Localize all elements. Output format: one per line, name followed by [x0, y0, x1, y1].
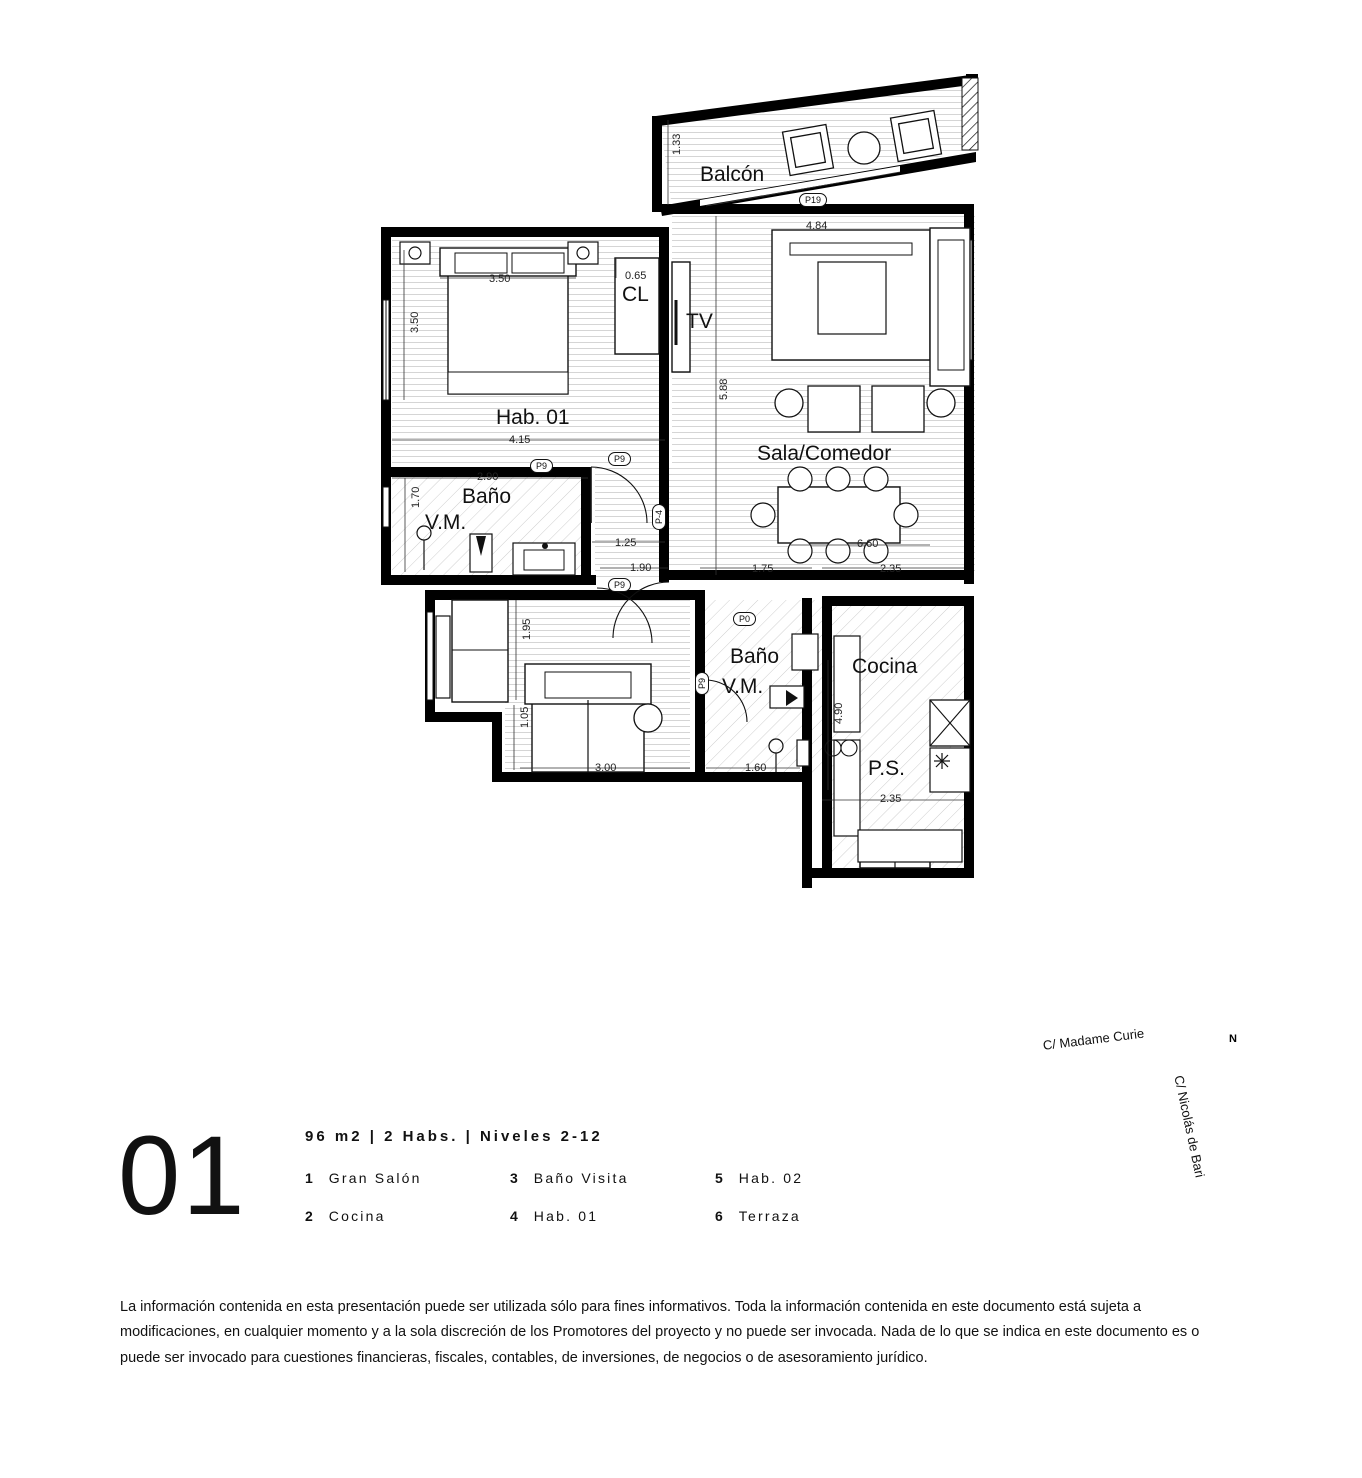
- dimension-label: 2.35: [880, 563, 902, 575]
- legend-item: [305, 1208, 422, 1224]
- dimension-label: 3.50: [409, 311, 421, 333]
- dimension-label: 1.33: [671, 133, 683, 155]
- room-label-cocina: Cocina: [852, 655, 918, 678]
- room-label-sala-comedor: Sala/Comedor: [757, 442, 892, 465]
- dimension-label: 3.00: [595, 762, 617, 774]
- door-tag: P9: [608, 578, 631, 592]
- dimension-label: 5.88: [718, 378, 730, 400]
- legend-item-label: Baño Visita: [533, 1170, 629, 1186]
- dimension-label: 4.90: [833, 702, 845, 724]
- door-tag: P0: [733, 612, 756, 626]
- dimension-label: 1.25: [615, 537, 637, 549]
- room-label-hab01: Hab. 01: [496, 406, 570, 429]
- legend-item-number: 6: [715, 1208, 723, 1224]
- legend-item-number: 2: [305, 1208, 313, 1224]
- legend-item: [715, 1208, 803, 1224]
- legend-item-label: Gran Salón: [328, 1170, 422, 1186]
- unit-summary: 96 m2 | 2 Habs. | Niveles 2-12: [305, 1128, 603, 1145]
- door-tag: P-4: [652, 504, 666, 530]
- room-label-bano-2: Baño: [730, 645, 780, 668]
- legend-item-number: 4: [510, 1208, 518, 1224]
- door-tag: P9: [695, 672, 709, 695]
- legend-item-number: 5: [715, 1170, 723, 1186]
- street-label-nicolas-de-bari: C/ Nicolás de Bari: [1171, 1074, 1208, 1179]
- room-label-tv: TV: [686, 310, 713, 333]
- unit-number: 01: [118, 1113, 247, 1238]
- door-tag: P9: [608, 452, 631, 466]
- room-label-closet: CL: [622, 283, 649, 306]
- room-label-patio-servicio: P.S.: [868, 757, 905, 780]
- north-arrow-label: N: [1229, 1033, 1237, 1045]
- legend-item-number: 3: [510, 1170, 518, 1186]
- room-label-bano-1: Baño: [462, 485, 512, 508]
- door-tag: P19: [799, 193, 827, 207]
- dimension-label: 1.90: [630, 562, 652, 574]
- dimension-label: 1.95: [521, 618, 533, 640]
- legend-item-label: Cocina: [328, 1208, 386, 1224]
- dimension-label: 3.50: [489, 273, 511, 285]
- dimension-label: 1.60: [745, 762, 767, 774]
- disclaimer-text: La información contenida en esta presentación puede ser utilizada sólo para fines informativos. Toda la información contenida en este documento está sujeta a modificaciones, en cualquier momento y a la sola discreción de los Promotores del proyecto y no puede ser invocada. Nada de lo que se indica en este documento es o puede ser invocado para cuestiones financieras, fiscales, contables, de inversiones, de negocios o de asesoramiento jurídico.: [120, 1299, 1200, 1366]
- dimension-label: 6.60: [857, 538, 879, 550]
- legend-item: [510, 1208, 629, 1224]
- dimension-label: 4.84: [806, 220, 828, 232]
- room-label-vm-1: V.M.: [425, 511, 467, 534]
- legend-item: [305, 1170, 422, 1186]
- door-tag: P9: [530, 459, 553, 473]
- room-label-balcon: Balcón: [700, 163, 765, 186]
- legend-item: [510, 1170, 629, 1186]
- dimension-label: 2.90: [477, 471, 499, 483]
- room-label-vm-2: V.M.: [722, 675, 764, 698]
- dimension-label: 1.70: [410, 486, 422, 508]
- legend-item-label: Terraza: [738, 1208, 801, 1224]
- street-label-madame-curie: C/ Madame Curie: [1042, 1025, 1145, 1053]
- legend-item-number: 1: [305, 1170, 313, 1186]
- dimension-label: 1.75: [752, 563, 774, 575]
- dimension-label: 4.15: [509, 434, 531, 446]
- dimension-label: 0.65: [625, 270, 647, 282]
- legend-item: [715, 1170, 803, 1186]
- dimension-label: 2.35: [880, 793, 902, 805]
- legend-item-label: Hab. 02: [738, 1170, 804, 1186]
- legend-item-label: Hab. 01: [533, 1208, 599, 1224]
- dimension-label: 1.05: [519, 706, 531, 728]
